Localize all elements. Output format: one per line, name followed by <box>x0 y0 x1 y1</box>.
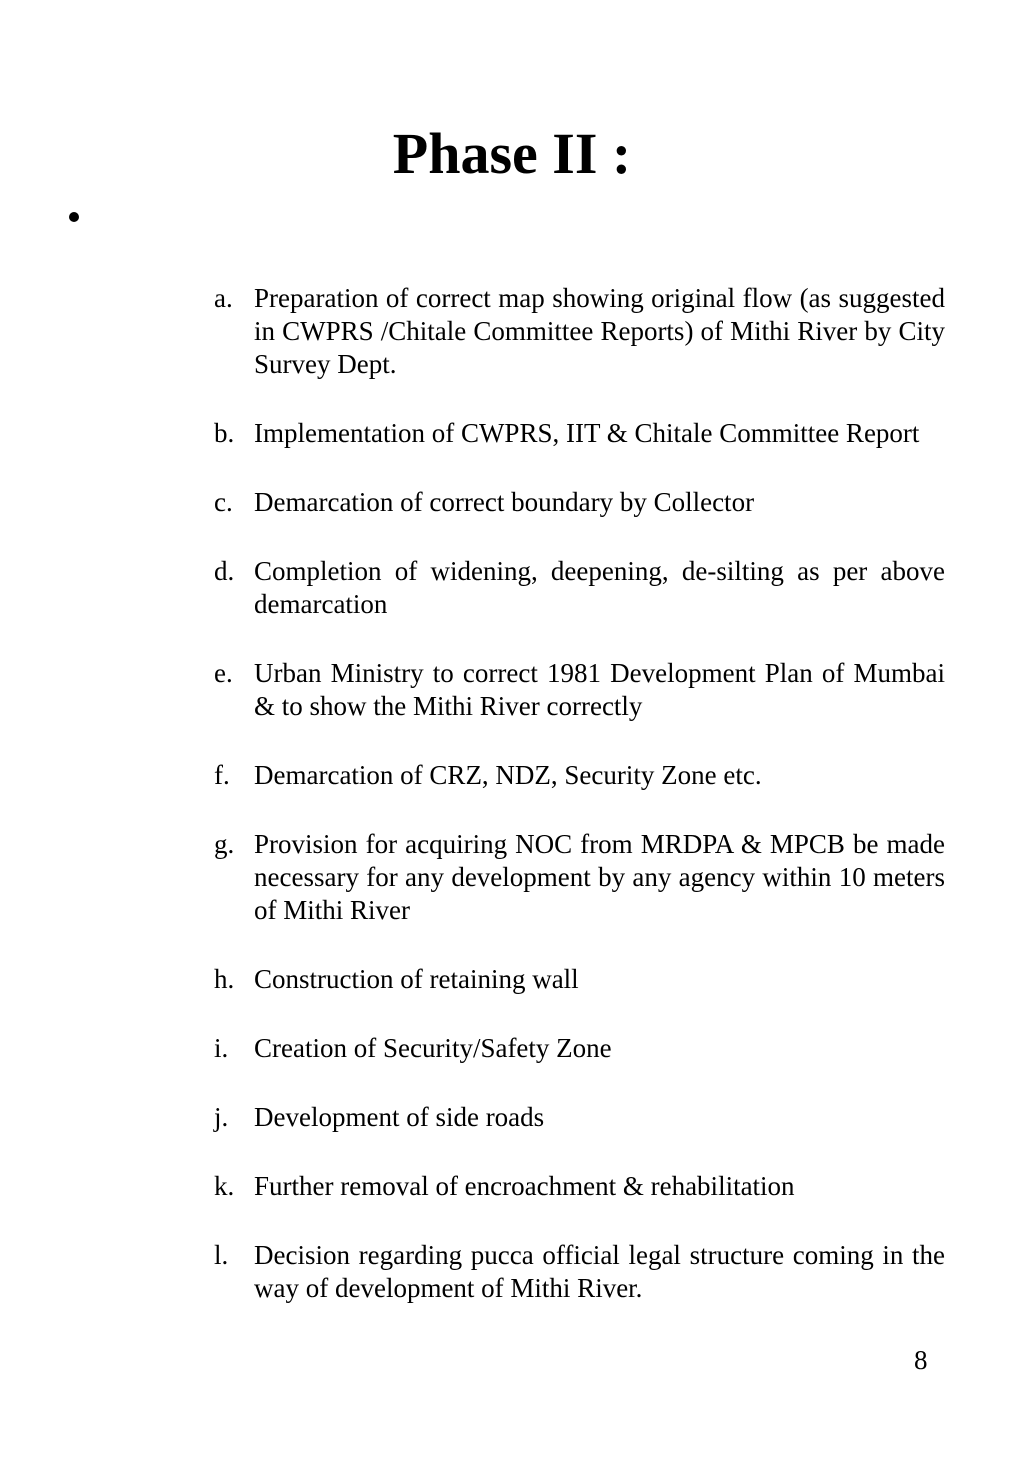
item-text: Demarcation of CRZ, NDZ, Security Zone etc. <box>254 760 762 790</box>
list-item <box>214 1239 945 1305</box>
item-marker: b. <box>214 418 235 448</box>
item-marker: a. <box>214 283 233 313</box>
phase-items-list <box>214 282 945 1341</box>
item-marker: e. <box>214 658 233 688</box>
list-item <box>214 1032 945 1065</box>
list-item <box>214 828 945 927</box>
item-marker: h. <box>214 964 235 994</box>
list-item <box>214 1101 945 1134</box>
item-text: Demarcation of correct boundary by Collector <box>254 487 755 517</box>
item-marker: j. <box>214 1102 229 1132</box>
list-item <box>214 1170 945 1203</box>
item-text: Preparation of correct map showing original flow (as suggested in CWPRS /Chitale Committee Reports) of Mithi River by City Survey Dept. <box>254 283 945 379</box>
item-text: Construction of retaining wall <box>254 964 579 994</box>
item-marker: d. <box>214 556 235 586</box>
list-item <box>214 555 945 621</box>
list-item <box>214 417 945 450</box>
item-marker: g. <box>214 829 235 859</box>
item-text: Provision for acquiring NOC from MRDPA & MPCB be made necessary for any development by any agency within 10 meters of Mithi River <box>254 829 945 925</box>
item-marker: l. <box>214 1240 229 1270</box>
page-title: Phase II : <box>392 121 632 186</box>
item-marker: k. <box>214 1171 235 1201</box>
item-marker: f. <box>214 760 230 790</box>
page-number: 8 <box>914 1345 928 1375</box>
item-text: Decision regarding pucca official legal structure coming in the way of development of Mithi River. <box>254 1240 945 1303</box>
item-marker: c. <box>214 487 233 517</box>
item-text: Implementation of CWPRS, IIT & Chitale Committee Report <box>254 418 920 448</box>
item-text: Development of side roads <box>254 1102 545 1132</box>
list-item <box>214 282 945 381</box>
item-text: Creation of Security/Safety Zone <box>254 1033 612 1063</box>
item-text: Further removal of encroachment & rehabilitation <box>254 1171 795 1201</box>
item-text: Urban Ministry to correct 1981 Development Plan of Mumbai & to show the Mithi River correctly <box>254 658 945 721</box>
list-item <box>214 657 945 723</box>
list-item <box>214 759 945 792</box>
bullet-point <box>69 212 79 222</box>
item-marker: i. <box>214 1033 229 1063</box>
list-item <box>214 963 945 996</box>
list-item <box>214 486 945 519</box>
item-text: Completion of widening, deepening, de-silting as per above demarcation <box>254 556 945 619</box>
